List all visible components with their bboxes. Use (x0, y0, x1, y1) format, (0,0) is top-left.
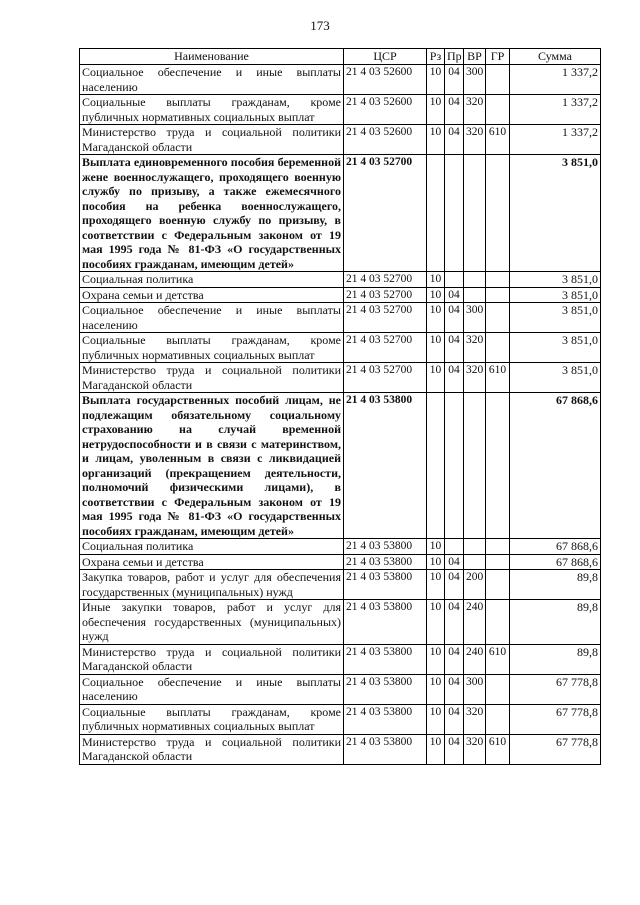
cell-pr: 04 (445, 95, 464, 125)
cell-name: Социальная политика (80, 272, 344, 288)
cell-name: Министерство труда и социальной политики Магаданской области (80, 363, 344, 393)
cell-vr: 320 (464, 704, 486, 734)
cell-sum: 89,8 (510, 570, 601, 600)
cell-name: Министерство труда и социальной политики Магаданской области (80, 734, 344, 764)
cell-csr: 21 4 03 53800 (344, 554, 427, 570)
table-row (80, 363, 601, 393)
cell-rz: 10 (427, 644, 445, 674)
cell-name: Министерство труда и социальной политики Магаданской области (80, 125, 344, 155)
cell-rz: 10 (427, 95, 445, 125)
cell-pr: 04 (445, 554, 464, 570)
cell-sum: 67 778,8 (510, 704, 601, 734)
cell-rz (427, 155, 445, 272)
cell-gr (486, 554, 510, 570)
cell-sum: 1 337,2 (510, 95, 601, 125)
column-header-pr: Пр (445, 49, 464, 65)
cell-pr (445, 393, 464, 539)
cell-rz: 10 (427, 734, 445, 764)
cell-gr (486, 155, 510, 272)
cell-rz: 10 (427, 704, 445, 734)
cell-name: Закупка товаров, работ и услуг для обеспечения государственных (муниципальных) нужд (80, 570, 344, 600)
cell-sum: 3 851,0 (510, 287, 601, 303)
cell-csr: 21 4 03 52600 (344, 125, 427, 155)
cell-csr: 21 4 03 53800 (344, 644, 427, 674)
cell-vr: 200 (464, 570, 486, 600)
table-body (80, 65, 601, 765)
cell-rz: 10 (427, 674, 445, 704)
cell-pr (445, 272, 464, 288)
cell-vr: 320 (464, 363, 486, 393)
cell-pr: 04 (445, 363, 464, 393)
cell-gr (486, 570, 510, 600)
column-header-rz: Рз (427, 49, 445, 65)
cell-sum: 1 337,2 (510, 125, 601, 155)
table-row (80, 539, 601, 555)
table-row (80, 155, 601, 272)
cell-sum: 1 337,2 (510, 65, 601, 95)
cell-csr: 21 4 03 53800 (344, 600, 427, 645)
cell-rz: 10 (427, 303, 445, 333)
cell-sum: 3 851,0 (510, 333, 601, 363)
cell-sum: 67 868,6 (510, 393, 601, 539)
table-row (80, 554, 601, 570)
cell-csr: 21 4 03 53800 (344, 393, 427, 539)
table-row (80, 704, 601, 734)
table-row (80, 600, 601, 645)
cell-pr (445, 539, 464, 555)
table-row (80, 393, 601, 539)
cell-csr: 21 4 03 53800 (344, 539, 427, 555)
column-header-vr: ВР (464, 49, 486, 65)
cell-vr: 320 (464, 333, 486, 363)
cell-sum: 3 851,0 (510, 363, 601, 393)
cell-gr: 610 (486, 363, 510, 393)
cell-sum: 89,8 (510, 600, 601, 645)
cell-gr (486, 539, 510, 555)
cell-pr: 04 (445, 570, 464, 600)
cell-vr (464, 155, 486, 272)
cell-gr (486, 65, 510, 95)
cell-csr: 21 4 03 53800 (344, 734, 427, 764)
cell-name: Социальные выплаты гражданам, кроме публичных нормативных социальных выплат (80, 95, 344, 125)
cell-sum: 67 868,6 (510, 539, 601, 555)
cell-pr: 04 (445, 303, 464, 333)
table-row (80, 272, 601, 288)
cell-name: Выплата единовременного пособия беременной жене военнослужащего, проходящего военную службу по призыву, а также ежемесячного пособия на ребенка военнослужащего, проходящего военную службу по призыву, в соответствии с Федеральным законом от 19 мая 1995 года № 81-ФЗ «О государственных пособиях гражданам, имеющим детей» (80, 155, 344, 272)
table-row (80, 333, 601, 363)
cell-name: Охрана семьи и детства (80, 287, 344, 303)
page-number: 173 (310, 18, 330, 33)
cell-sum: 67 778,8 (510, 674, 601, 704)
cell-csr: 21 4 03 52700 (344, 272, 427, 288)
cell-gr (486, 600, 510, 645)
budget-table (79, 48, 601, 765)
table-header-row (80, 49, 601, 65)
cell-gr (486, 95, 510, 125)
cell-vr: 240 (464, 600, 486, 645)
cell-pr: 04 (445, 333, 464, 363)
cell-sum: 89,8 (510, 644, 601, 674)
cell-gr (486, 704, 510, 734)
cell-name: Социальное обеспечение и иные выплаты населению (80, 674, 344, 704)
cell-rz: 10 (427, 125, 445, 155)
cell-pr: 04 (445, 287, 464, 303)
cell-sum: 67 778,8 (510, 734, 601, 764)
cell-name: Социальное обеспечение и иные выплаты населению (80, 303, 344, 333)
cell-rz: 10 (427, 363, 445, 393)
cell-pr: 04 (445, 65, 464, 95)
cell-sum: 3 851,0 (510, 303, 601, 333)
cell-vr (464, 554, 486, 570)
cell-rz: 10 (427, 570, 445, 600)
cell-sum: 3 851,0 (510, 272, 601, 288)
cell-vr: 320 (464, 95, 486, 125)
column-header-sum: Сумма (510, 49, 601, 65)
table-row (80, 287, 601, 303)
column-header-gr: ГР (486, 49, 510, 65)
table-row (80, 95, 601, 125)
cell-gr (486, 674, 510, 704)
cell-rz: 10 (427, 539, 445, 555)
cell-vr: 300 (464, 303, 486, 333)
cell-vr (464, 272, 486, 288)
table-row (80, 644, 601, 674)
cell-gr (486, 393, 510, 539)
table-row (80, 734, 601, 764)
cell-pr: 04 (445, 644, 464, 674)
cell-name: Министерство труда и социальной политики Магаданской области (80, 644, 344, 674)
table-row (80, 125, 601, 155)
table-row (80, 303, 601, 333)
cell-csr: 21 4 03 52700 (344, 155, 427, 272)
cell-csr: 21 4 03 53800 (344, 570, 427, 600)
cell-rz: 10 (427, 272, 445, 288)
cell-csr: 21 4 03 52700 (344, 303, 427, 333)
cell-pr: 04 (445, 674, 464, 704)
cell-vr (464, 287, 486, 303)
cell-sum: 67 868,6 (510, 554, 601, 570)
cell-rz: 10 (427, 65, 445, 95)
cell-pr: 04 (445, 704, 464, 734)
cell-name: Социальная политика (80, 539, 344, 555)
cell-csr: 21 4 03 52700 (344, 363, 427, 393)
cell-name: Социальные выплаты гражданам, кроме публичных нормативных социальных выплат (80, 333, 344, 363)
cell-gr (486, 272, 510, 288)
cell-csr: 21 4 03 52600 (344, 95, 427, 125)
cell-vr: 300 (464, 65, 486, 95)
cell-gr: 610 (486, 125, 510, 155)
cell-rz: 10 (427, 600, 445, 645)
cell-pr: 04 (445, 125, 464, 155)
cell-csr: 21 4 03 53800 (344, 674, 427, 704)
cell-pr: 04 (445, 600, 464, 645)
cell-rz (427, 393, 445, 539)
cell-pr: 04 (445, 734, 464, 764)
cell-gr: 610 (486, 734, 510, 764)
cell-rz: 10 (427, 333, 445, 363)
cell-name: Иные закупки товаров, работ и услуг для обеспечения государственных (муниципальных) нужд (80, 600, 344, 645)
cell-vr (464, 539, 486, 555)
table-row (80, 570, 601, 600)
table-row (80, 65, 601, 95)
cell-vr: 240 (464, 644, 486, 674)
cell-sum: 3 851,0 (510, 155, 601, 272)
cell-vr: 320 (464, 125, 486, 155)
cell-rz: 10 (427, 554, 445, 570)
column-header-name: Наименование (80, 49, 344, 65)
cell-name: Выплата государственных пособий лицам, не подлежащим обязательному социальному страхованию на случай временной нетрудоспособности и в связи с материнством, и лицам, уволенным в связи с ликвидацией организаций (прекращением деятельности, полномочий физическими лицами), в соответствии с Федеральным законом от 19 мая 1995 года № 81-ФЗ «О государственных пособиях гражданам, имеющим детей» (80, 393, 344, 539)
cell-gr: 610 (486, 644, 510, 674)
cell-vr (464, 393, 486, 539)
cell-vr: 300 (464, 674, 486, 704)
cell-csr: 21 4 03 52600 (344, 65, 427, 95)
cell-gr (486, 303, 510, 333)
cell-gr (486, 287, 510, 303)
cell-csr: 21 4 03 53800 (344, 704, 427, 734)
cell-name: Социальное обеспечение и иные выплаты населению (80, 65, 344, 95)
cell-csr: 21 4 03 52700 (344, 333, 427, 363)
cell-pr (445, 155, 464, 272)
column-header-csr: ЦСР (344, 49, 427, 65)
cell-rz: 10 (427, 287, 445, 303)
cell-gr (486, 333, 510, 363)
cell-name: Социальные выплаты гражданам, кроме публичных нормативных социальных выплат (80, 704, 344, 734)
cell-name: Охрана семьи и детства (80, 554, 344, 570)
table-row (80, 674, 601, 704)
cell-csr: 21 4 03 52700 (344, 287, 427, 303)
cell-vr: 320 (464, 734, 486, 764)
